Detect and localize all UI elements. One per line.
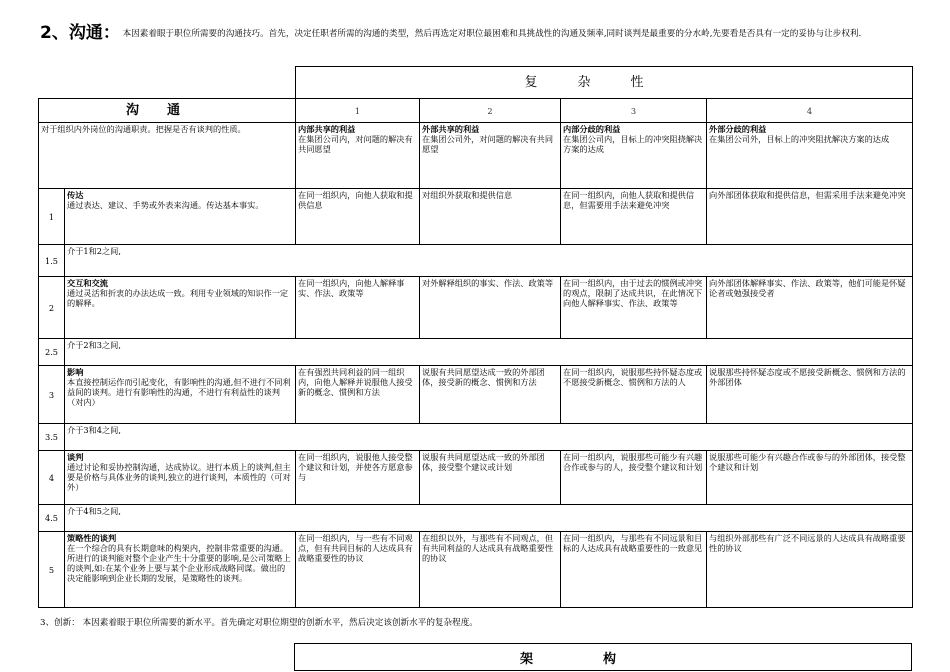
level-label: 1 <box>39 189 65 245</box>
level-cell: 在同一组织内，说服那些持怀疑态度或不愿接受新概念、惯例和方法的人 <box>561 366 707 424</box>
level-label: 3.5 <box>39 424 65 451</box>
level-description <box>65 366 296 424</box>
level-desc-text: 本直接控制运作而引起变化，有影响性的沟通,但不进行不同利益间的谈判。进行有影响性的沟通，不进行有利益性的谈判（对内） <box>67 377 291 407</box>
between-row-1-5 <box>39 245 913 277</box>
level-cell: 在同一组织内，向他人获取和提供信息，但需要用手法来避免冲突 <box>561 189 707 245</box>
level-title: 影响 <box>67 367 84 377</box>
level-cell: 在同一组织内，与那些有不同远景和目标的人达成具有战略重要性的一致意见 <box>561 532 707 608</box>
level-description <box>65 451 296 505</box>
column-number-row <box>39 99 913 123</box>
level-cell: 说服那些持怀疑态度或不愿接受新概念、惯例和方法的外部团体 <box>707 366 913 424</box>
section-2-text: 本因素着眼于职位所需要的沟通技巧。首先，决定任职者所需的沟通的类型，然后再选定对职位最困难和具挑战性的沟通及频率,同时谈判是最重要的分水岭,先要看是否具有一定的妥协与让步权利. <box>122 29 862 39</box>
between-text: 介于3和4之间, <box>65 424 913 451</box>
intro-col-3-title: 内部分歧的利益 <box>563 124 621 134</box>
intro-col-4 <box>707 123 913 189</box>
level-label: 4.5 <box>39 505 65 532</box>
intro-col-1-title: 内部共享的利益 <box>298 124 356 134</box>
between-row-4-5 <box>39 505 913 532</box>
intro-col-2 <box>420 123 561 189</box>
level-label: 2.5 <box>39 339 65 366</box>
level-row-3 <box>39 366 913 424</box>
between-text: 介于1和2之间, <box>65 245 913 277</box>
level-cell: 在有强烈共同利益的同一组织内，向他人解释并说服他人接受新的概念、惯例和方法 <box>296 366 420 424</box>
level-label: 2 <box>39 277 65 339</box>
level-desc-text: 通过表达、建议、手势或外表来沟通。传达基本事实。 <box>67 200 264 210</box>
intro-col-1-text: 在集团公司内，对问题的解决有共同愿望 <box>298 134 413 154</box>
innovation-table <box>294 643 912 671</box>
intro-col-2-title: 外部共享的利益 <box>422 124 480 134</box>
level-cell: 说服有共同愿望达成一致的外部团体，接受新的概念、惯例和方法 <box>420 366 561 424</box>
level-cell: 说服那些可能少有兴趣合作或参与的外部团体，接受整个建议和计划 <box>707 451 913 505</box>
section-3-title: 3、创新： <box>40 618 80 628</box>
level-description <box>65 277 296 339</box>
intro-description: 对于组织内外岗位的沟通职责。把握是否有谈判的性质。 <box>39 123 296 189</box>
level-title: 交互和交流 <box>67 278 108 288</box>
col-number-2: 2 <box>420 99 561 123</box>
section-3-intro <box>40 616 915 631</box>
level-cell: 在组织以外，与那些有不同观点，但有共同利益的人达成具有战略重要性的协议 <box>420 532 561 608</box>
level-row-1 <box>39 189 913 245</box>
communication-table <box>38 66 913 608</box>
level-label: 5 <box>39 532 65 608</box>
intro-col-1 <box>296 123 420 189</box>
level-cell: 在同一组织内，由于过去的惯例或冲突的观点，限制了达成共识，在此情况下向他人解释事实、作法、政策等 <box>561 277 707 339</box>
between-text: 介于2和3之间, <box>65 339 913 366</box>
level-cell: 对外解释组织的事实、作法、政策等 <box>420 277 561 339</box>
section-2-intro <box>40 23 915 43</box>
level-cell: 在同一组织内，向他人获取和提供信息 <box>296 189 420 245</box>
level-cell: 向外部团体解释事实、作法、政策等，他们可能是怀疑论者或勉强接受者 <box>707 277 913 339</box>
section-3-text: 本因素着眼于职位所需要的新水平。首先确定对职位期望的创新水平，然后决定该创新水平的复杂程度。 <box>82 618 478 628</box>
between-row-3-5 <box>39 424 913 451</box>
complexity-header-row <box>39 67 913 99</box>
level-row-4 <box>39 451 913 505</box>
level-label: 3 <box>39 366 65 424</box>
level-title: 策略性的谈判 <box>67 533 117 543</box>
level-title: 谈判 <box>67 452 84 462</box>
level-label: 4 <box>39 451 65 505</box>
between-row-2-5 <box>39 339 913 366</box>
level-label: 1.5 <box>39 245 65 277</box>
level-cell: 在同一组织内，说服他人接受整个建议和计划，并使各方愿意参与 <box>296 451 420 505</box>
col-number-4: 4 <box>707 99 913 123</box>
level-desc-text: 通过讨论和妥协控制沟通，达成协议。进行本质上的谈判,但主要是价格与具体业务的谈判,独立的进行谈判，本质性的（可对外） <box>67 462 291 492</box>
intro-row <box>39 123 913 189</box>
level-desc-text: 通过灵活和折衷的办法达成一致。利用专业领域的知识作一定的解释。 <box>67 288 289 308</box>
between-text: 介于4和5之间, <box>65 505 913 532</box>
structure-header: 架构 <box>295 644 912 671</box>
level-description <box>65 532 296 608</box>
level-cell: 在同一组织内，向他人解释事实、作法、政策等 <box>296 277 420 339</box>
level-cell: 在同一组织内，说服那些可能少有兴趣合作或参与的人，接受整个建议和计划 <box>561 451 707 505</box>
intro-col-3-text: 在集团公司内，目标上的冲突阻挠解决方案的达成 <box>563 134 703 154</box>
level-title: 传达 <box>67 190 84 200</box>
level-description <box>65 189 296 245</box>
intro-col-4-title: 外部分歧的利益 <box>709 124 767 134</box>
level-cell: 与组织外部那些有广泛不同远景的人达成具有战略重要性的协议 <box>707 532 913 608</box>
communication-header: 沟通 <box>39 99 296 123</box>
level-cell: 对组织外获取和提供信息 <box>420 189 561 245</box>
intro-col-3 <box>561 123 707 189</box>
col-number-3: 3 <box>561 99 707 123</box>
level-desc-text: 在一个综合的具有长期意味的构架内，控制非常重要的沟通。所进行的谈判能对整个企业产生十分重要的影响,是公司策略上的谈判,如:在某个业务上要与某个企业形成战略同谋。做出的决定能影响到企业长期的发展，是策略性的谈判。 <box>67 543 291 583</box>
level-row-5 <box>39 532 913 608</box>
level-row-2 <box>39 277 913 339</box>
level-cell: 在同一组织内，与一些有不同观点，但有共同目标的人达成具有战略重要性的协议 <box>296 532 420 608</box>
complexity-header: 复杂性 <box>296 67 913 99</box>
level-cell: 说服有共同愿望达成一致的外部团体，接受整个建议或计划 <box>420 451 561 505</box>
level-cell: 向外部团体获取和提供信息，但需采用手法来避免冲突 <box>707 189 913 245</box>
intro-col-2-text: 在集团公司外，对问题的解决有共同愿望 <box>422 134 554 154</box>
section-2-title: 2、沟通： <box>40 23 120 43</box>
col-number-1: 1 <box>296 99 420 123</box>
intro-col-4-text: 在集团公司外，目标上的冲突阻扰解决方案的达成 <box>709 134 890 144</box>
